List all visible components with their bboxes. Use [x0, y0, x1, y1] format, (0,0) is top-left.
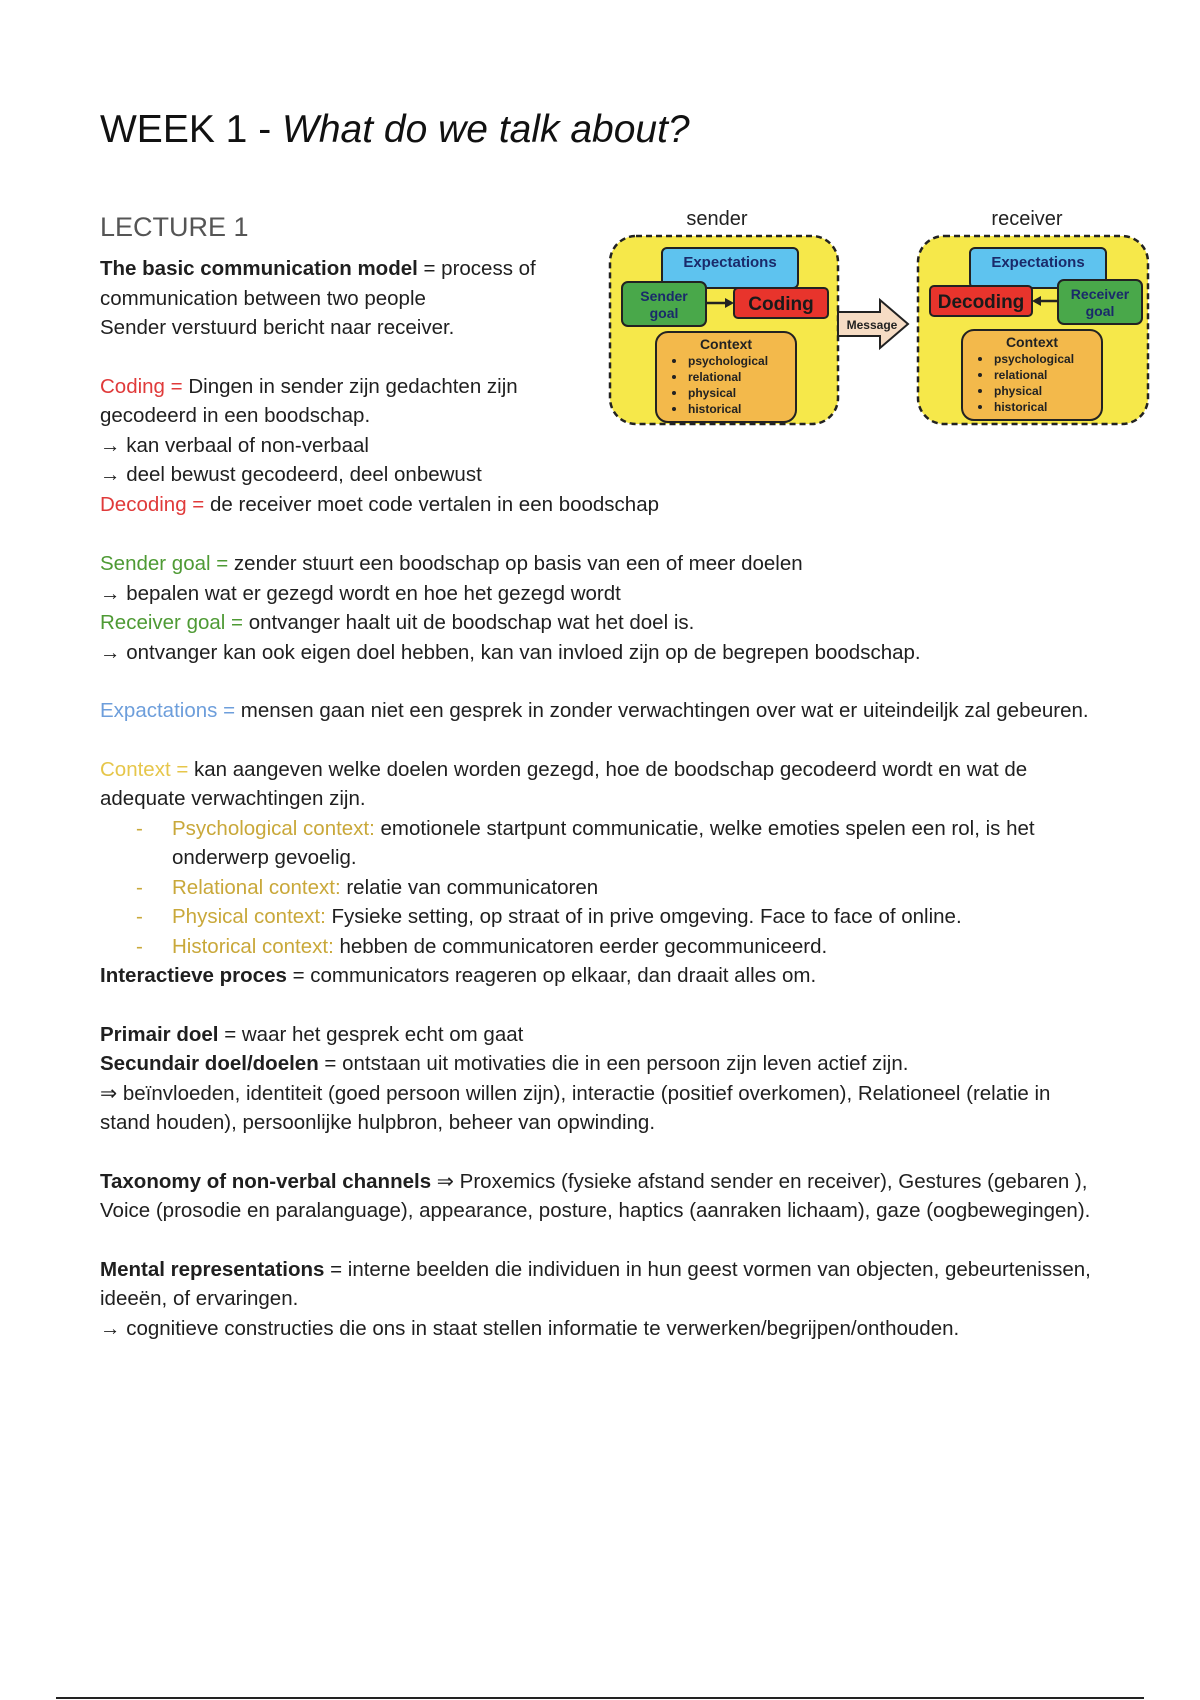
context-item-term: Historical context: [172, 934, 334, 958]
context-item-term: Relational context: [172, 875, 341, 899]
sender-goal-label-1: Sender [640, 288, 688, 304]
receiver-context-label: Context [1005, 334, 1059, 350]
receiver-context-item: relational [994, 368, 1048, 382]
bullet [672, 391, 676, 395]
bullet [672, 375, 676, 379]
mental-representations-definition [100, 1255, 1100, 1314]
bullet [978, 373, 982, 377]
footer-divider [56, 1697, 1144, 1699]
sender-goal-def: zender stuurt een boodschap op basis van een of meer doelen [228, 552, 803, 575]
message-label: Message [846, 318, 898, 332]
sender-context-item: historical [688, 402, 742, 416]
model-term: The basic communication model [100, 257, 418, 280]
decoding-definition [100, 490, 660, 520]
intro-section [100, 254, 660, 519]
sender-context-item: relational [688, 370, 742, 384]
model-definition [100, 254, 600, 313]
bullet [978, 405, 982, 409]
context-definition [100, 755, 1100, 814]
sender-goal-arrow: → bepalen wat er gezegd wordt en hoe het gezegd wordt [100, 581, 621, 605]
decoding-label: Decoding [937, 292, 1025, 313]
title-italic: What do we talk about? [282, 108, 690, 151]
model-def: = process of communication between two people [100, 257, 536, 310]
bullet [672, 407, 676, 411]
context-item-term: Psychological context: [172, 816, 375, 840]
coding-label: Coding [748, 294, 814, 315]
context-item-term: Physical context: [172, 905, 326, 928]
receiver-context-item: historical [994, 400, 1048, 414]
sender-expectations-label: Expectations [683, 254, 777, 271]
sender-context-item: physical [688, 386, 737, 400]
receiver-goal-label-2: goal [1085, 303, 1115, 319]
context-item-def: emotionele startpunt communicatie, welke emoties spelen een rol, is het onderwerp gevoelig. [172, 816, 1035, 869]
taxonomy-def: ⇒ Proxemics (fysieke afstand sender en receiver), Gestures (gebaren ), Voice (prosodie en paralanguage), appearance, posture, haptics (aanraken lichaam), gaze (oogbewegingen). [100, 1169, 1091, 1222]
context-term: Context = [100, 757, 189, 781]
lecture-heading: LECTURE 1 [100, 212, 249, 242]
sender-context-item: psychological [688, 354, 769, 368]
coding-term: Coding = [100, 374, 183, 398]
mental-term: Mental representations [100, 1257, 325, 1281]
sender-goal-term: Sender goal = [100, 552, 229, 575]
receiver-context-item: psychological [994, 352, 1075, 366]
primary-goal-term: Primair doel [100, 1022, 219, 1046]
secondary-goal-term: Secundair doel/doelen [100, 1052, 319, 1075]
expectations-def: mensen gaan niet een gesprek in zonder verwachtingen over wat er uiteindeiljk zal gebeuren. [235, 699, 1089, 722]
bullet [672, 359, 676, 363]
context-list [100, 814, 1100, 962]
decoding-def: de receiver moet code vertalen in een boodschap [204, 492, 660, 516]
interactive-def: = communicators reageren op elkaar, dan draait alles om. [286, 964, 817, 987]
bullet [978, 389, 982, 393]
list-item [172, 902, 1100, 932]
expectations-definition [100, 696, 1100, 726]
coding-def: Dingen in sender zijn gedachten zijn gecodeerd in een boodschap. [100, 374, 518, 427]
communication-model-diagram [600, 200, 1160, 430]
coding-definition [100, 372, 600, 431]
receiver-goal-definition [100, 608, 1100, 638]
list-item [172, 932, 1100, 962]
title-prefix: WEEK 1 - [100, 108, 283, 151]
primary-goal-def: = waar het gesprek echt om gaat [218, 1022, 524, 1046]
expectations-term: Expactations = [100, 699, 236, 722]
coding-arrow-1: → kan verbaal of non-verbaal [100, 433, 369, 457]
receiver-expectations-label: Expectations [991, 254, 1085, 271]
interactive-term: Interactieve proces [100, 964, 287, 987]
list-item [172, 873, 1100, 903]
taxonomy-term: Taxonomy of non-verbal channels [100, 1169, 432, 1193]
interactive-process-definition [100, 961, 1100, 991]
taxonomy-definition [100, 1167, 1100, 1226]
receiver-goal-term: Receiver goal = [100, 611, 244, 634]
list-item [172, 814, 1100, 873]
page-title [100, 108, 690, 152]
receiver-goal-def: ontvanger haalt uit de boodschap wat het doel is. [243, 611, 695, 634]
diagram-sender-label: sender [686, 208, 748, 230]
decoding-term: Decoding = [100, 492, 205, 516]
receiver-goal-label-1: Receiver [1070, 286, 1130, 302]
mental-arrow: → cognitieve constructies die ons in staat stellen informatie te verwerken/begrijpen/onthouden. [100, 1316, 960, 1340]
secondary-goal-def: = ontstaan uit motivaties die in een persoon zijn leven actief zijn. [318, 1052, 909, 1075]
receiver-context-item: physical [994, 384, 1043, 398]
context-item-def: Fysieke setting, op straat of in prive omgeving. Face to face of online. [325, 905, 962, 928]
sender-goal-definition [100, 549, 1100, 579]
primary-goal-definition [100, 1020, 1100, 1050]
sender-context-label: Context [699, 336, 753, 352]
context-def: kan aangeven welke doelen worden gezegd, hoe de boodschap gecodeerd wordt en wat de adequate verwachtingen zijn. [100, 757, 1028, 810]
receiver-goal-arrow: → ontvanger kan ook eigen doel hebben, kan van invloed zijn op de begrepen boodschap. [100, 640, 921, 664]
notes-body [100, 520, 1100, 1343]
diagram-receiver-label: receiver [991, 208, 1063, 230]
sender-goal-label-2: goal [649, 305, 679, 321]
context-item-def: hebben de communicatoren eerder gecommuniceerd. [333, 934, 828, 958]
bullet [978, 357, 982, 361]
secondary-goal-definition [100, 1049, 1100, 1079]
model-line2: Sender verstuurd bericht naar receiver. [100, 316, 455, 339]
secondary-goal-arrow: ⇒ beïnvloeden, identiteit (goed persoon willen zijn), interactie (positief overkomen), Relationeel (relatie in stand houden), persoonlijke hulpbron, beheer van opwinding. [100, 1081, 1051, 1134]
context-item-def: relatie van communicatoren [340, 875, 599, 899]
mental-def: = interne beelden die individuen in hun geest vormen van objecten, gebeurtenissen, ideeën, of ervaringen. [100, 1257, 1091, 1310]
coding-arrow-2: → deel bewust gecodeerd, deel onbewust [100, 463, 482, 486]
